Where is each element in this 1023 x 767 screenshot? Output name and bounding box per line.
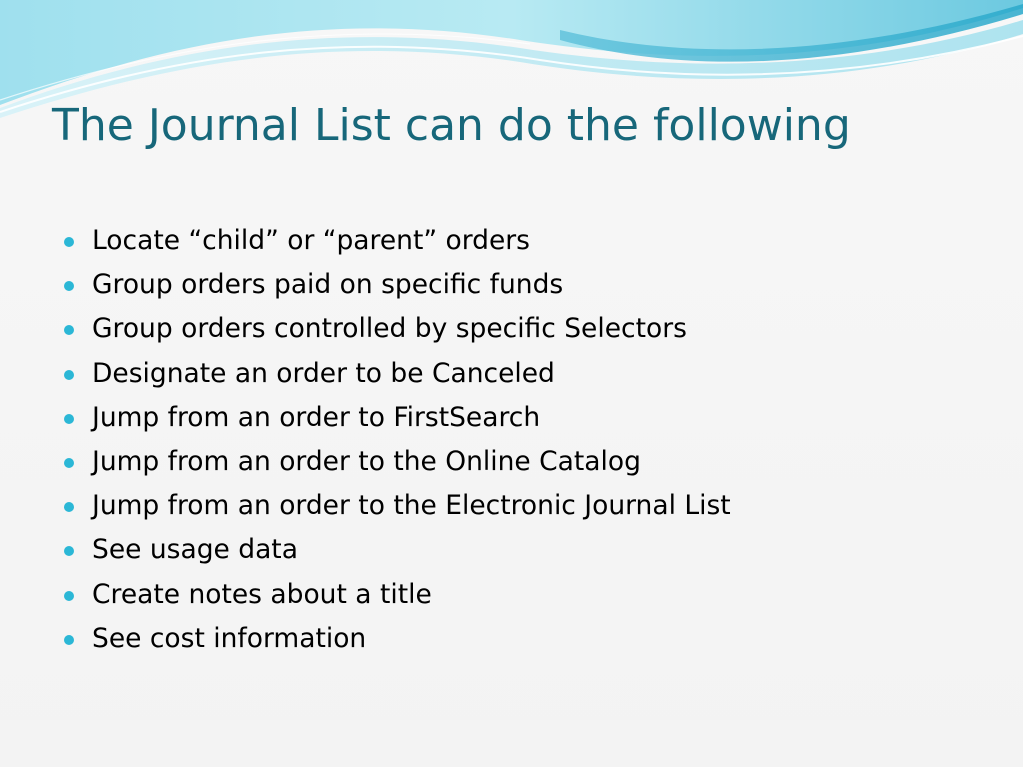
bullet-icon — [64, 458, 74, 468]
bullet-icon — [64, 414, 74, 424]
bullet-icon — [64, 370, 74, 380]
bullet-text: See usage data — [92, 534, 298, 566]
bullet-icon — [64, 635, 74, 645]
bullet-text: Designate an order to be Canceled — [92, 357, 555, 389]
bullet-text: Locate “child” or “parent” orders — [92, 225, 530, 256]
bullet-icon — [64, 502, 74, 512]
bullet-icon — [64, 591, 74, 601]
bullet-list — [62, 219, 731, 661]
bullet-item — [62, 573, 731, 617]
bullet-icon — [64, 325, 74, 335]
bullet-item — [62, 484, 731, 528]
bullet-icon — [64, 281, 74, 291]
bullet-text: Group orders controlled by specific Selectors — [92, 313, 687, 345]
bullet-icon — [64, 546, 74, 556]
bullet-icon — [64, 237, 74, 247]
bullet-item — [62, 528, 731, 572]
bullet-text: Jump from an order to FirstSearch — [92, 401, 541, 433]
bullet-item — [62, 263, 731, 307]
bullet-text: Jump from an order to the Online Catalog — [92, 445, 641, 477]
bullet-item — [62, 396, 731, 440]
bullet-item — [62, 307, 731, 351]
bullet-text: Jump from an order to the Electronic Journal List — [92, 490, 731, 522]
bullet-item — [62, 352, 731, 396]
bullet-text: Create notes about a title — [92, 578, 432, 610]
bullet-text: See cost information — [92, 622, 367, 654]
bullet-item — [62, 219, 731, 263]
bullet-text: Group orders paid on specific funds — [92, 269, 564, 301]
bullet-item — [62, 440, 731, 484]
slide-title: The Journal List can do the following — [52, 100, 851, 151]
bullet-item — [62, 617, 731, 661]
